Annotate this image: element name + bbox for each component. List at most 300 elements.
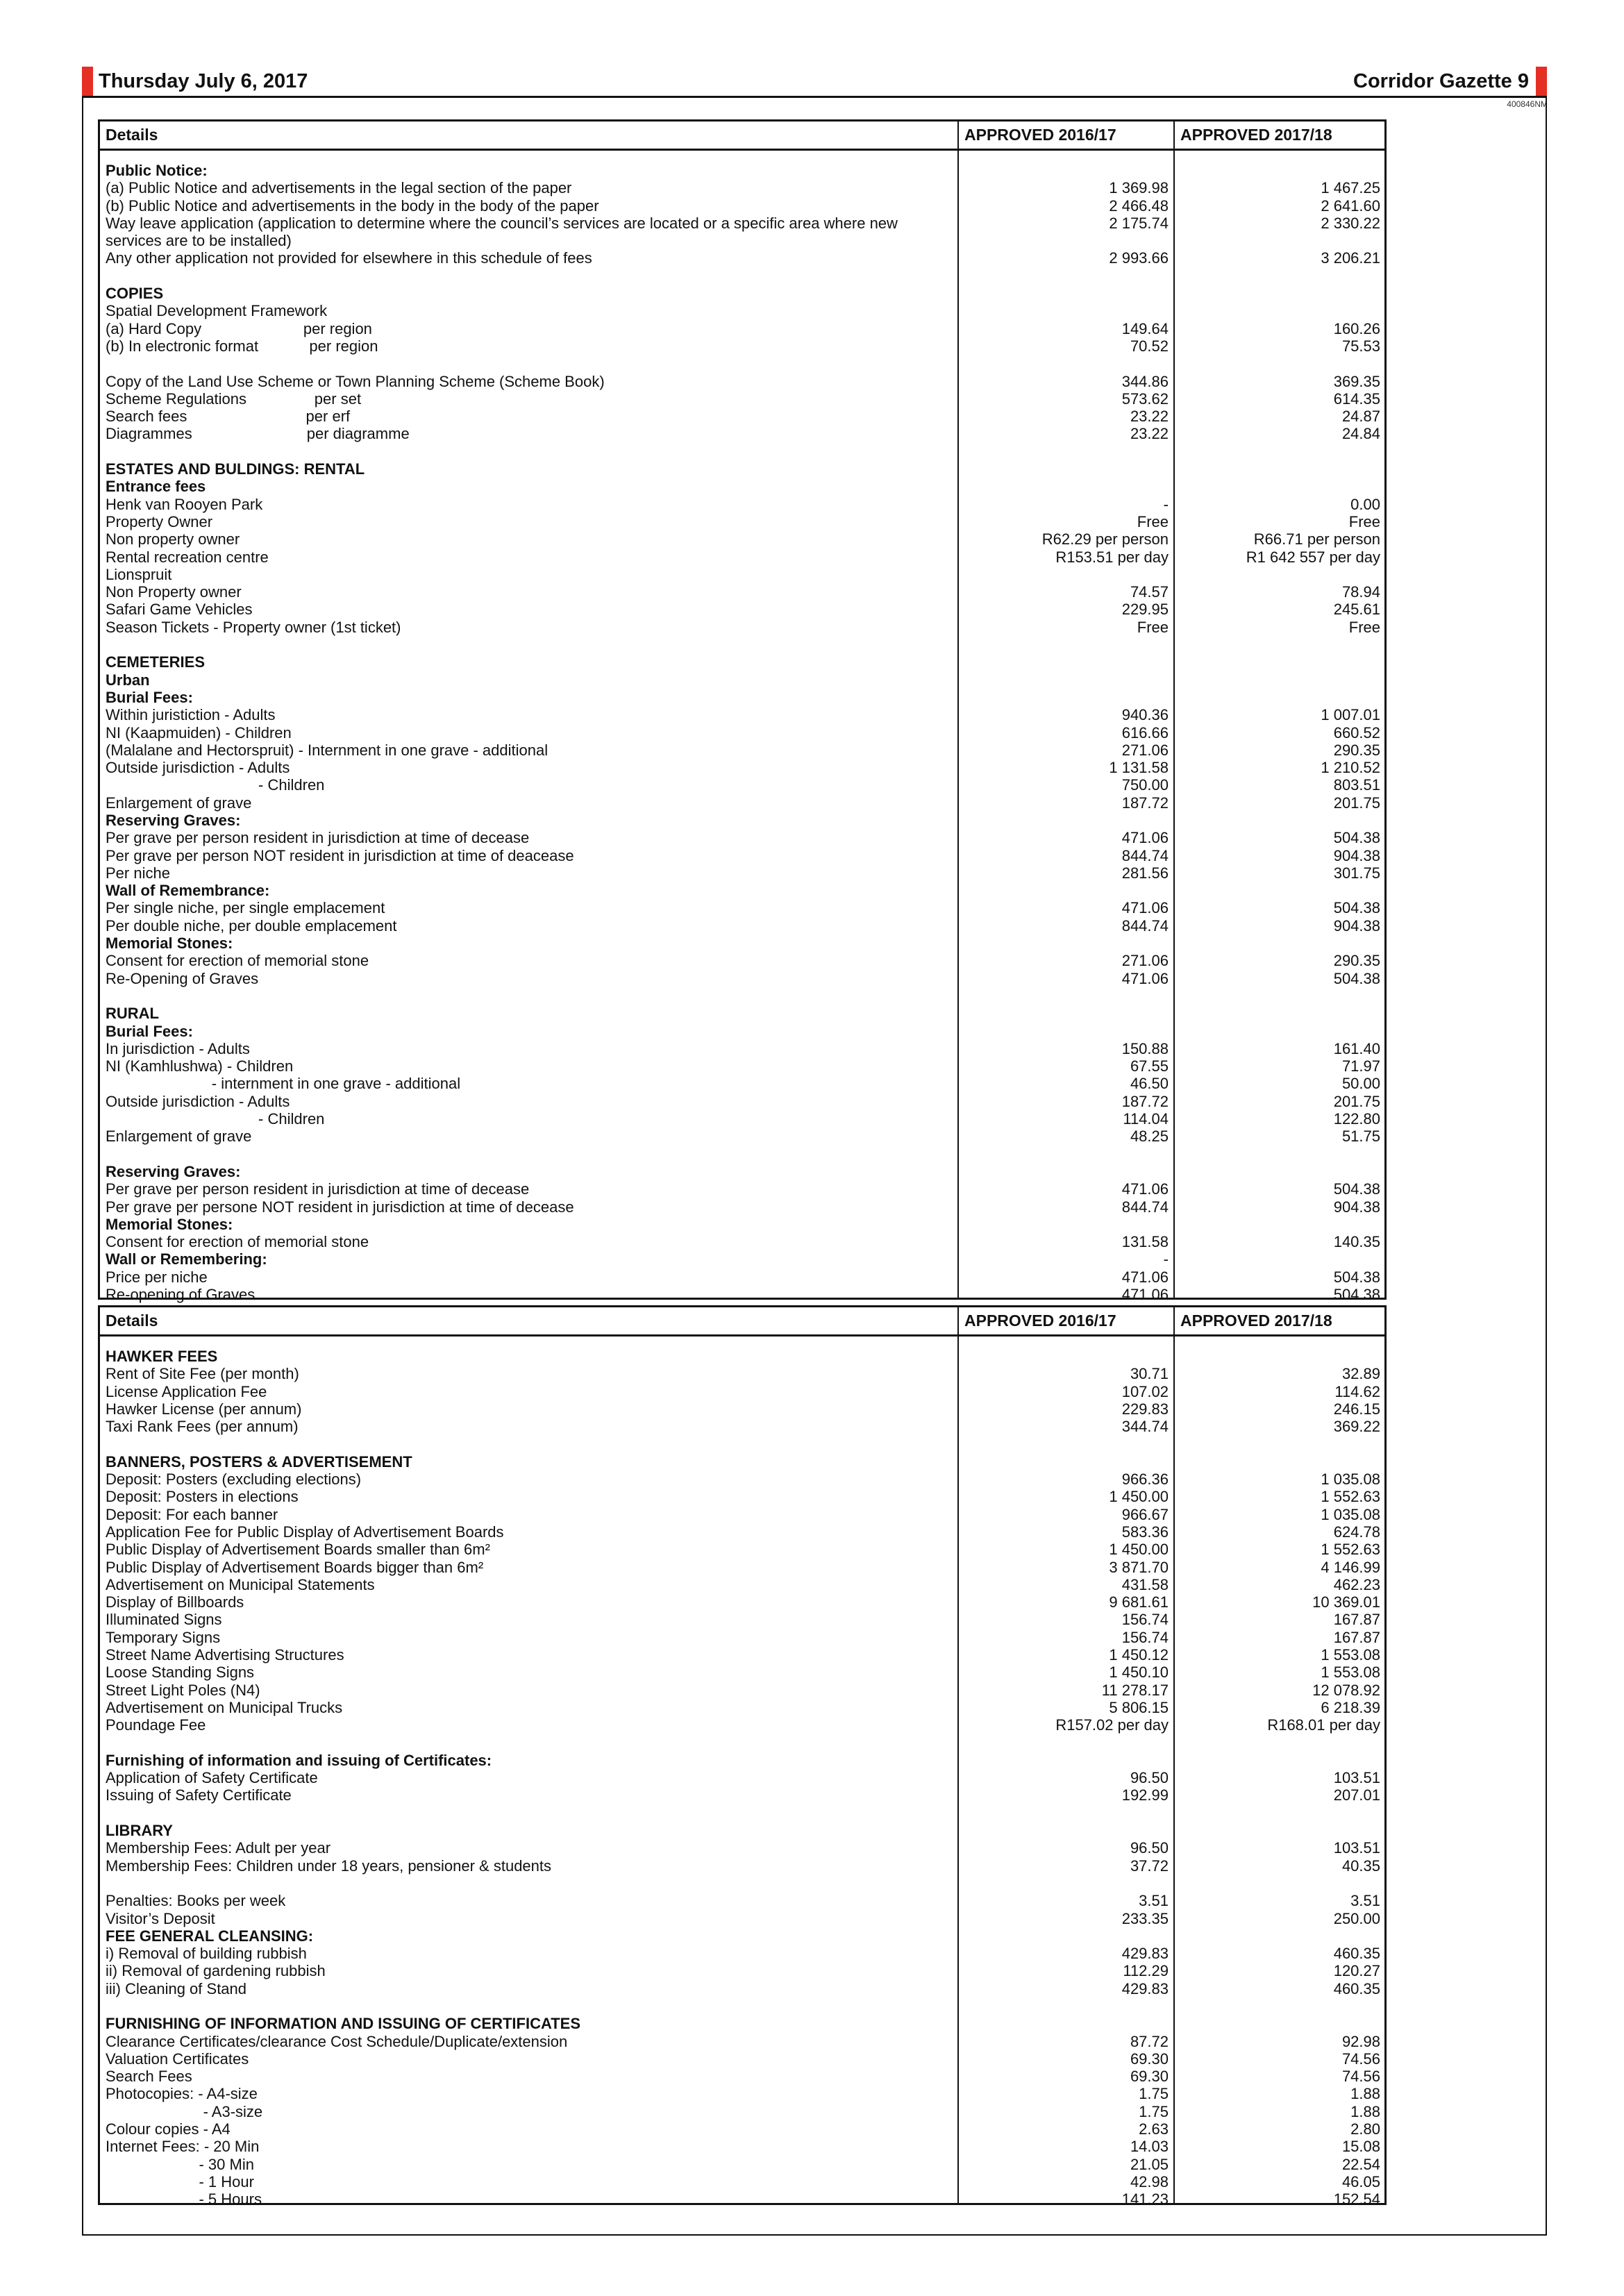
row-label: Application of Safety Certificate: [106, 1769, 318, 1787]
section-heading-row: [100, 2015, 1384, 2032]
table-row: [100, 1892, 1384, 1909]
row-label: (a) Public Notice and advertisements in the legal section of the paper: [106, 179, 572, 197]
value-2017-18: 1 553.08: [1321, 1646, 1380, 1664]
masthead-accent-left: [82, 67, 93, 96]
row-label: Deposit: Posters (excluding elections): [106, 1470, 362, 1489]
table-row: [100, 759, 1384, 776]
value-2016-17: 471.06: [1121, 829, 1169, 847]
value-2017-18: 250.00: [1333, 1909, 1380, 1927]
value-2016-17: 107.02: [1121, 1382, 1169, 1400]
value-2017-18: 75.53: [1341, 337, 1380, 355]
row-label: Way leave application (application to determine where the council’s services are located or a specific area where new services are to be installed): [106, 214, 898, 250]
table-row: [100, 215, 1384, 250]
table-row: [100, 2120, 1384, 2138]
value-2016-17: 2.63: [1139, 2120, 1169, 2138]
value-2017-18: 3 206.21: [1321, 249, 1380, 267]
table-row: [100, 1110, 1384, 1128]
table-row: [100, 1541, 1384, 1558]
table-row: [100, 373, 1384, 390]
value-2017-18: 1 467.25: [1321, 179, 1380, 197]
value-2016-17: 573.62: [1121, 389, 1169, 408]
table-row: [100, 1268, 1384, 1286]
value-2017-18: 10 369.01: [1312, 1593, 1380, 1611]
value-2016-17: 2 466.48: [1109, 196, 1169, 215]
value-2016-17: 1 450.00: [1109, 1488, 1169, 1506]
value-2016-17: 583.36: [1121, 1523, 1169, 1541]
row-label: Display of Billboards: [106, 1593, 244, 1611]
value-2017-18: 167.87: [1333, 1628, 1380, 1646]
table-row: [100, 179, 1384, 196]
value-2016-17: 471.06: [1121, 1180, 1169, 1198]
value-2017-18: 71.97: [1341, 1057, 1380, 1075]
row-label: - internment in one grave - additional: [106, 1075, 461, 1093]
row-label: Wall or Remembering:: [106, 1250, 267, 1268]
table-row: [100, 1646, 1384, 1664]
value-2016-17: 42.98: [1130, 2172, 1169, 2190]
row-label: Entrance fees: [106, 478, 206, 496]
row-label: Lionspruit: [106, 565, 172, 583]
value-2017-18: 504.38: [1333, 1268, 1380, 1286]
table-row: [100, 1962, 1384, 1979]
value-2017-18: 3.51: [1350, 1892, 1380, 1910]
table-header: [100, 1307, 1384, 1336]
row-label: - 30 Min: [106, 2155, 254, 2173]
value-2017-18: 1 007.01: [1321, 706, 1380, 724]
value-2017-18: 290.35: [1333, 952, 1380, 970]
section-heading-row: [100, 1453, 1384, 1470]
table-row: [100, 1559, 1384, 1576]
table-header: [100, 121, 1384, 151]
value-2017-18: 1.88: [1350, 2102, 1380, 2120]
table-row: [100, 2068, 1384, 2085]
value-2017-18: 12 078.92: [1312, 1681, 1380, 1699]
table-row: [100, 2138, 1384, 2155]
row-label: (Malalane and Hectorspruit) - Internment in one grave - additional: [106, 741, 549, 759]
section-heading-row: [100, 882, 1384, 899]
row-label: FEE GENERAL CLEANSING:: [106, 1927, 314, 1945]
section-heading-row: [100, 460, 1384, 478]
row-label: COPIES: [106, 285, 164, 303]
value-2016-17: 229.95: [1121, 601, 1169, 619]
row-label: Per grave per person NOT resident in jurisdiction at time of deacease: [106, 846, 574, 864]
issue-date: Thursday July 6, 2017: [99, 70, 308, 92]
table-row: [100, 1593, 1384, 1611]
value-2016-17: 229.83: [1121, 1400, 1169, 1418]
row-label: HAWKER FEES: [106, 1348, 218, 1365]
row-label: - Children: [106, 776, 325, 794]
value-2017-18: 40.35: [1341, 1857, 1380, 1875]
column-header-details: Details: [106, 126, 158, 144]
value-2017-18: 50.00: [1341, 1075, 1380, 1093]
table-row: [100, 2050, 1384, 2068]
table-row: [100, 601, 1384, 618]
row-label: Penalties: Books per week: [106, 1892, 286, 1910]
row-label: Memorial Stones:: [106, 935, 233, 953]
row-label: (a) Hard Copy per region: [106, 319, 372, 337]
value-2017-18: 32.89: [1341, 1365, 1380, 1383]
row-label: Street Name Advertising Structures: [106, 1646, 344, 1664]
value-2016-17: 2 993.66: [1109, 249, 1169, 267]
row-label: LIBRARY: [106, 1822, 173, 1840]
value-2017-18: 904.38: [1333, 846, 1380, 864]
row-label: BANNERS, POSTERS & ADVERTISEMENT: [106, 1452, 412, 1470]
value-2017-18: 246.15: [1333, 1400, 1380, 1418]
row-label: Hawker License (per annum): [106, 1400, 302, 1418]
ad-reference-code: 400846NM: [1507, 99, 1548, 109]
table-row: [100, 1980, 1384, 1997]
value-2016-17: 429.83: [1121, 1979, 1169, 1997]
value-2016-17: 23.22: [1130, 425, 1169, 443]
value-2017-18: R1 642 557 per day: [1246, 548, 1380, 566]
table-row: [100, 1664, 1384, 1681]
row-label: Memorial Stones:: [106, 1215, 233, 1233]
row-label: i) Removal of building rubbish: [106, 1945, 307, 1963]
spacer-row: [100, 1804, 1384, 1822]
value-2016-17: 1 450.10: [1109, 1664, 1169, 1682]
row-label: Within juristiction - Adults: [106, 706, 276, 724]
row-label: Re-opening of Graves: [106, 1286, 256, 1303]
row-label: Illuminated Signs: [106, 1611, 222, 1629]
row-label: Per grave per person resident in jurisdiction at time of decease: [106, 829, 530, 847]
row-label: Rental recreation centre: [106, 548, 269, 566]
value-2017-18: 2 641.60: [1321, 196, 1380, 215]
row-label: - 5 Hours: [106, 2190, 262, 2209]
section-heading-row: [100, 1216, 1384, 1233]
table-body: [100, 153, 1384, 1303]
row-label: Non property owner: [106, 530, 240, 548]
value-2017-18: 1 210.52: [1321, 759, 1380, 777]
value-2016-17: 37.72: [1130, 1857, 1169, 1875]
row-label: Visitor’s Deposit: [106, 1909, 215, 1927]
value-2016-17: 616.66: [1121, 723, 1169, 741]
value-2016-17: 844.74: [1121, 916, 1169, 935]
table-row: [100, 1769, 1384, 1786]
section-heading-row: [100, 1752, 1384, 1769]
value-2016-17: 1 450.00: [1109, 1541, 1169, 1559]
table-row: [100, 390, 1384, 408]
value-2017-18: 24.87: [1341, 408, 1380, 426]
value-2016-17: 131.58: [1121, 1233, 1169, 1251]
value-2017-18: 803.51: [1333, 776, 1380, 794]
value-2017-18: 152.54: [1333, 2190, 1380, 2209]
table-row: [100, 2173, 1384, 2190]
row-label: Membership Fees: Adult per year: [106, 1839, 331, 1857]
table-row: [100, 970, 1384, 987]
row-label: Safari Game Vehicles: [106, 601, 253, 619]
column-header-2016-17: APPROVED 2016/17: [957, 1307, 1173, 1334]
table-row: [100, 566, 1384, 583]
value-2017-18: 207.01: [1333, 1786, 1380, 1804]
row-label: Per single niche, per single emplacement: [106, 899, 385, 917]
table-row: [100, 320, 1384, 337]
value-2017-18: Free: [1348, 618, 1380, 636]
row-label: Advertisement on Municipal Trucks: [106, 1698, 343, 1716]
row-label: Non Property owner: [106, 583, 242, 601]
row-label: NI (Kaapmuiden) - Children: [106, 723, 292, 741]
table-row: [100, 1365, 1384, 1382]
table-row: [100, 917, 1384, 935]
row-label: - Children: [106, 1110, 325, 1128]
row-label: ESTATES AND BULDINGS: RENTAL: [106, 460, 365, 478]
table-row: [100, 1180, 1384, 1198]
section-heading-row: [100, 162, 1384, 179]
value-2017-18: 78.94: [1341, 583, 1380, 601]
table-row: [100, 408, 1384, 425]
row-label: Issuing of Safety Certificate: [106, 1786, 292, 1804]
value-2017-18: 120.27: [1333, 1962, 1380, 1980]
row-label: Taxi Rank Fees (per annum): [106, 1418, 299, 1436]
row-label: Enlargement of grave: [106, 794, 252, 812]
value-2017-18: 103.51: [1333, 1839, 1380, 1857]
value-2017-18: 504.38: [1333, 1180, 1380, 1198]
section-heading-row: [100, 671, 1384, 689]
row-label: Consent for erection of memorial stone: [106, 952, 369, 970]
table-row: [100, 496, 1384, 513]
value-2016-17: 149.64: [1121, 319, 1169, 337]
value-2016-17: 9 681.61: [1109, 1593, 1169, 1611]
section-heading-row: [100, 1250, 1384, 1268]
value-2016-17: 1.75: [1139, 2102, 1169, 2120]
value-2017-18: R168.01 per day: [1267, 1716, 1380, 1734]
value-2017-18: 0.00: [1350, 495, 1380, 513]
section-heading-row: [100, 689, 1384, 706]
table-row: [100, 1506, 1384, 1523]
value-2017-18: 161.40: [1333, 1039, 1380, 1057]
value-2016-17: 87.72: [1130, 2032, 1169, 2050]
value-2016-17: R157.02 per day: [1055, 1716, 1169, 1734]
row-label: - 1 Hour: [106, 2172, 254, 2190]
value-2016-17: -: [1163, 495, 1169, 513]
table-row: [100, 1075, 1384, 1092]
value-2017-18: 369.22: [1333, 1418, 1380, 1436]
row-label: Scheme Regulations per set: [106, 389, 362, 408]
column-header-2017-18: APPROVED 2017/18: [1173, 1307, 1384, 1334]
value-2016-17: 3 871.70: [1109, 1558, 1169, 1576]
table-row: [100, 1945, 1384, 1962]
value-2017-18: 103.51: [1333, 1769, 1380, 1787]
value-2016-17: 141.23: [1121, 2190, 1169, 2209]
column-header-2017-18: APPROVED 2017/18: [1173, 121, 1384, 149]
table-row: [100, 1857, 1384, 1875]
table-row: [100, 1682, 1384, 1699]
row-label: Search Fees: [106, 2068, 192, 2086]
spacer-row: [100, 987, 1384, 1005]
value-2016-17: 431.58: [1121, 1575, 1169, 1593]
value-2017-18: 22.54: [1341, 2155, 1380, 2173]
row-label: - A3-size: [106, 2102, 263, 2120]
value-2017-18: 301.75: [1333, 864, 1380, 882]
table-row: [100, 1629, 1384, 1646]
table-row: [100, 2085, 1384, 2102]
value-2017-18: 1 035.08: [1321, 1505, 1380, 1523]
value-2017-18: 462.23: [1333, 1575, 1380, 1593]
row-label: Photocopies: - A4-size: [106, 2085, 258, 2103]
table-row: [100, 1093, 1384, 1110]
value-2016-17: Free: [1137, 618, 1169, 636]
value-2016-17: 233.35: [1121, 1909, 1169, 1927]
table-row: [100, 2033, 1384, 2050]
table-body: [100, 1339, 1384, 2209]
value-2016-17: 1 450.12: [1109, 1646, 1169, 1664]
value-2017-18: 1 035.08: [1321, 1470, 1380, 1489]
value-2016-17: 344.86: [1121, 372, 1169, 390]
value-2017-18: 904.38: [1333, 1198, 1380, 1216]
table-row: [100, 741, 1384, 759]
section-heading-row: [100, 935, 1384, 952]
spacer-row: [100, 636, 1384, 653]
table-row: [100, 1400, 1384, 1418]
value-2017-18: 114.62: [1334, 1382, 1380, 1400]
table-row: [100, 1786, 1384, 1804]
value-2016-17: 271.06: [1121, 741, 1169, 759]
value-2017-18: 1 552.63: [1321, 1541, 1380, 1559]
value-2016-17: 114.04: [1123, 1110, 1169, 1128]
row-label: Outside jurisdiction - Adults: [106, 1092, 290, 1110]
row-label: Season Tickets - Property owner (1st ticket): [106, 618, 401, 636]
row-label: Temporary Signs: [106, 1628, 221, 1646]
value-2017-18: 167.87: [1333, 1611, 1380, 1629]
row-label: iii) Cleaning of Stand: [106, 1979, 247, 1997]
table-row: [100, 706, 1384, 723]
row-label: Loose Standing Signs: [106, 1664, 255, 1682]
fee-schedule-table-top: [98, 119, 1387, 1303]
value-2017-18: 24.84: [1341, 425, 1380, 443]
table-row: [100, 864, 1384, 882]
value-2017-18: 201.75: [1333, 1092, 1380, 1110]
table-row: [100, 1611, 1384, 1628]
spacer-row: [100, 1146, 1384, 1163]
row-label: Any other application not provided for elsewhere in this schedule of fees: [106, 249, 592, 267]
row-label: Henk van Rooyen Park: [106, 495, 263, 513]
table-row: [100, 548, 1384, 566]
value-2017-18: 245.61: [1333, 601, 1380, 619]
row-label: Copy of the Land Use Scheme or Town Planning Scheme (Scheme Book): [106, 372, 605, 390]
row-label: Re-Opening of Graves: [106, 969, 259, 987]
row-label: In jurisdiction - Adults: [106, 1039, 250, 1057]
table-row: [100, 2103, 1384, 2120]
value-2017-18: 504.38: [1333, 829, 1380, 847]
row-label: Deposit: Posters in elections: [106, 1488, 299, 1506]
value-2016-17: -: [1163, 1250, 1169, 1268]
row-label: Urban: [106, 671, 150, 689]
row-label: RURAL: [106, 1005, 159, 1023]
value-2016-17: 70.52: [1130, 337, 1169, 355]
section-heading-row: [100, 1163, 1384, 1180]
masthead: [82, 67, 1547, 96]
value-2016-17: 750.00: [1121, 776, 1169, 794]
section-heading-row: [100, 812, 1384, 829]
value-2016-17: 187.72: [1121, 1092, 1169, 1110]
table-row: [100, 1910, 1384, 1927]
table-row: [100, 302, 1384, 319]
value-2016-17: 192.99: [1121, 1786, 1169, 1804]
row-label: Membership Fees: Children under 18 years, pensioner & students: [106, 1857, 552, 1875]
table-row: [100, 425, 1384, 442]
value-2016-17: 21.05: [1130, 2155, 1169, 2173]
row-label: Per niche: [106, 864, 170, 882]
value-2017-18: 4 146.99: [1321, 1558, 1380, 1576]
table-row: [100, 583, 1384, 601]
row-label: Search fees per erf: [106, 408, 351, 426]
value-2017-18: 122.80: [1333, 1110, 1380, 1128]
table-row: [100, 619, 1384, 636]
row-label: Burial Fees:: [106, 688, 193, 706]
row-label: (b) Public Notice and advertisements in the body in the body of the paper: [106, 196, 599, 215]
section-heading-row: [100, 1023, 1384, 1040]
row-label: Furnishing of information and issuing of Certificates:: [106, 1751, 492, 1769]
table-row: [100, 1286, 1384, 1303]
value-2016-17: 46.50: [1130, 1075, 1169, 1093]
value-2016-17: 2 175.74: [1109, 214, 1169, 232]
row-label: Spatial Development Framework: [106, 302, 328, 320]
row-label: (b) In electronic format per region: [106, 337, 378, 355]
value-2017-18: 504.38: [1333, 899, 1380, 917]
value-2017-18: 460.35: [1333, 1979, 1380, 1997]
table-row: [100, 513, 1384, 530]
table-row: [100, 952, 1384, 969]
table-row: [100, 337, 1384, 355]
value-2016-17: 69.30: [1130, 2050, 1169, 2068]
row-label: ii) Removal of gardening rubbish: [106, 1962, 326, 1980]
row-label: NI (Kamhlushwa) - Children: [106, 1057, 294, 1075]
value-2017-18: 290.35: [1333, 741, 1380, 759]
value-2016-17: Free: [1137, 512, 1169, 530]
row-label: Rent of Site Fee (per month): [106, 1365, 299, 1383]
value-2017-18: 624.78: [1333, 1523, 1380, 1541]
table-row: [100, 530, 1384, 548]
value-2017-18: 160.26: [1333, 319, 1380, 337]
value-2016-17: 471.06: [1121, 1268, 1169, 1286]
row-label: Application Fee for Public Display of Advertisement Boards: [106, 1523, 504, 1541]
value-2016-17: R153.51 per day: [1055, 548, 1169, 566]
value-2016-17: 1.75: [1139, 2085, 1169, 2103]
table-row: [100, 1128, 1384, 1145]
value-2017-18: 201.75: [1333, 794, 1380, 812]
table-row: [100, 847, 1384, 864]
value-2016-17: R62.29 per person: [1041, 530, 1169, 548]
row-label: Per grave per persone NOT resident in jurisdiction at time of decease: [106, 1198, 574, 1216]
table-row: [100, 1040, 1384, 1057]
table-row: [100, 1383, 1384, 1400]
value-2017-18: 660.52: [1333, 723, 1380, 741]
row-label: Burial Fees:: [106, 1022, 193, 1040]
value-2016-17: 1 131.58: [1109, 759, 1169, 777]
value-2016-17: 844.74: [1121, 846, 1169, 864]
row-label: Colour copies - A4: [106, 2120, 231, 2138]
section-heading-row: [100, 653, 1384, 671]
value-2016-17: 940.36: [1121, 706, 1169, 724]
value-2016-17: 966.67: [1121, 1505, 1169, 1523]
masthead-accent-right: [1536, 67, 1547, 96]
row-label: License Application Fee: [106, 1382, 267, 1400]
table-row: [100, 249, 1384, 267]
value-2016-17: 281.56: [1121, 864, 1169, 882]
table-row: [100, 1523, 1384, 1541]
value-2017-18: 15.08: [1341, 2138, 1380, 2156]
table-row: [100, 1057, 1384, 1075]
row-label: Internet Fees: - 20 Min: [106, 2138, 260, 2156]
table-row: [100, 724, 1384, 741]
table-row: [100, 1488, 1384, 1505]
table-row: [100, 1418, 1384, 1435]
table-row: [100, 2156, 1384, 2173]
table-row: [100, 829, 1384, 846]
table-row: [100, 197, 1384, 215]
column-header-2016-17: APPROVED 2016/17: [957, 121, 1173, 149]
value-2016-17: 471.06: [1121, 899, 1169, 917]
row-label: Reserving Graves:: [106, 1162, 241, 1180]
spacer-row: [100, 1875, 1384, 1892]
